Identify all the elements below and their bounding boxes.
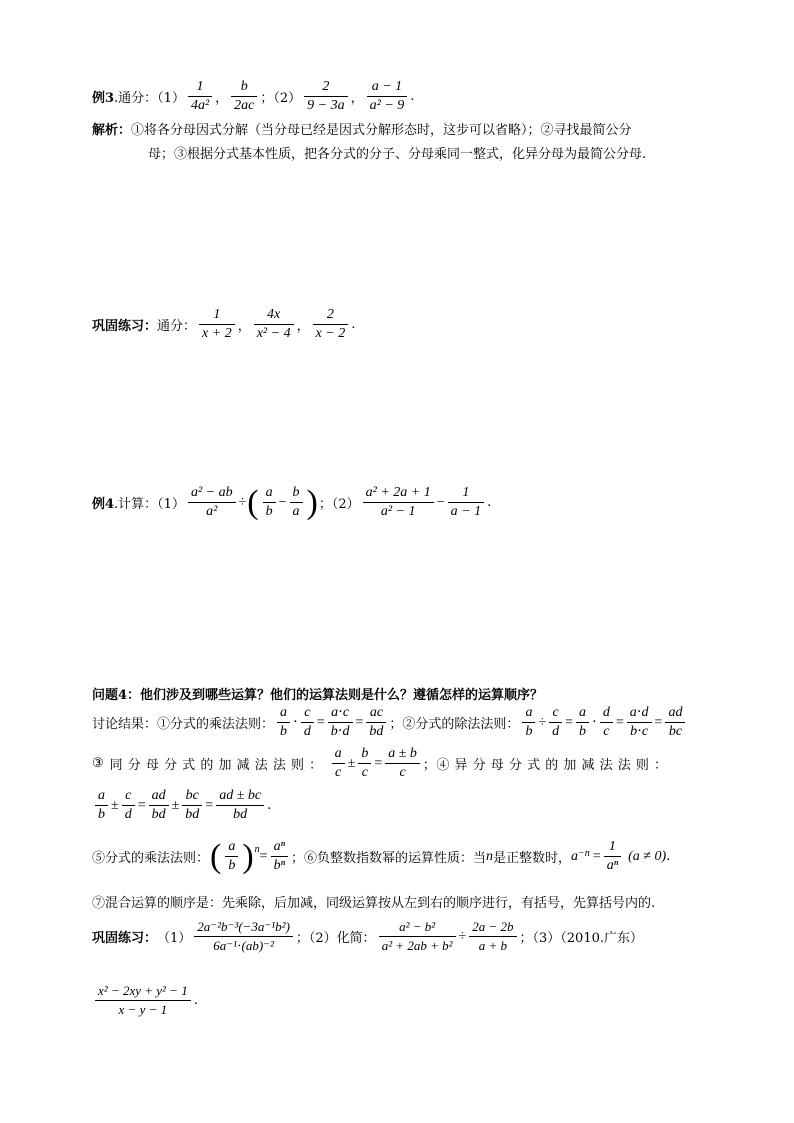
fraction: $\frac{\text{aⁿ}}{\text{bⁿ}}$	[271, 838, 288, 875]
fraction: $\frac{1}{\text{aⁿ}}$	[604, 838, 621, 875]
fraction: $\frac{2}{x - 2}$	[313, 306, 349, 343]
example-4-title: .计算：（1）	[114, 497, 185, 512]
practice-2-line-2: $\frac{\text{x² − 2xy + y² − 1}}{x - y - 1}$ .	[92, 982, 198, 1019]
fraction: $\frac{a\cdot c}{b\cdot d}$	[328, 704, 353, 741]
practice-2-line: 巩固练习： （1） $\frac{\text{2a⁻²b⁻³(−3a⁻¹b²)}}{\text{6a⁻¹⋅(ab)⁻²}}$ ；（2）化简： $\frac{\text{a² − b²}}{\text{a² + 2ab + b²}}$ ÷ $\frac{2a - 2b}{a + b}$ ；（3）（2010.广东）	[92, 919, 643, 953]
analysis-line-2: 母；③根据分式基本性质，把各分式的分子、分母乘同一整式，化异分母为最简公分母.	[148, 147, 647, 162]
rules-intro: 讨论结果：①分式的乘法法则：	[92, 717, 275, 732]
fraction: $\frac{ad}{bd}$	[149, 787, 169, 824]
example-3-line: 例3 .通分：（1） $\frac{1}{\text{4a²}}$ ， $\frac{b}{2ac}$ ；（2） $\frac{2}{9 - 3a}$ ， $\frac{a - 1}{\text{a² − 9}}$ .	[92, 79, 415, 113]
rules-line-1: 讨论结果：①分式的乘法法则： $\frac{a}{b}$ ⋅ $\frac{c}{d}$ = $\frac{a\cdot c}{b\cdot d}$ = $\frac{ac}{bd}$ ；②分式的除法法则： $\frac{a}{b}$ ÷ $\frac{c}{d}$ = $\frac{a}{b}$ ⋅ $\frac{d}{c}$ = $\frac{a\cdot d}{b\cdot c}$ = $\frac{ad}{bc}$	[92, 704, 688, 741]
fraction: $\frac{1}{x + 2}$	[199, 306, 235, 343]
practice-1-line: 巩固练习： 通分： $\frac{1}{x + 2}$ ， $\frac{4x}{\text{x² − 4}}$ ， $\frac{2}{x - 2}$ .	[92, 307, 356, 341]
fraction: $\frac{\text{x² − 2xy + y² − 1}}{x - y - 1}$	[95, 982, 191, 1019]
question-4-text: 他们涉及到哪些运算？他们的运算法则是什么？遵循怎样的运算顺序？	[140, 688, 544, 703]
fraction: $\frac{a}{b}$	[277, 704, 290, 741]
analysis-line-1: ①将各分母因式分解（当分母已经是因式分解形态时，这步可以省略）；②寻找最简公分	[131, 123, 632, 138]
analysis-label: 解析：	[92, 123, 132, 138]
rule-6-text: ；⑥负整数指数幂的运算性质：当	[291, 851, 487, 866]
fraction: $\frac{bc}{bd}$	[182, 787, 202, 824]
fraction: $\frac{\text{a² − ab}}{\text{a²}}$	[188, 484, 236, 521]
rule-3-text: 同 分 母 分 式 的 加 减 法 法 则 ：	[109, 758, 323, 773]
fraction: $\frac{2}{9 - 3a}$	[304, 78, 347, 115]
rule-7-text: ⑦混合运算的顺序是：先乘除，后加减，同级运算按从左到右的顺序进行，有括号，先算括号内的.	[92, 896, 656, 911]
fraction: $\frac{ad \pm bc}{bd}$	[216, 787, 264, 824]
example-3-label: 例3	[92, 91, 115, 106]
fraction: $\frac{1}{\text{4a²}}$	[188, 78, 212, 115]
rules-line-3: $\frac{a}{b}$ ± $\frac{c}{d}$ = $\frac{ad}{bd}$ ± $\frac{bc}{bd}$ = $\frac{ad \pm bc}{bd}$ .	[92, 787, 271, 824]
fraction: $\frac{1}{a - 1}$	[448, 484, 484, 521]
rule-4-text: ；④ 异 分 母 分 式 的 加 减 法 法 则 ：	[422, 758, 668, 773]
fraction: $\frac{a\cdot d}{b\cdot c}$	[627, 704, 652, 741]
fraction: $\frac{4x}{\text{x² − 4}}$	[254, 306, 294, 343]
fraction: $\frac{b}{2ac}$	[231, 78, 257, 115]
fraction: $\frac{d}{c}$	[600, 704, 613, 741]
right-paren: )	[306, 483, 318, 521]
fraction: $\frac{b}{a}$	[290, 484, 303, 521]
rules-line-2: ③ 同 分 母 分 式 的 加 减 法 法 则 ： $\frac{a}{c}$ ± $\frac{b}{c}$ = $\frac{a \pm b}{c}$ ；④ 异 分 母 分 式 的 加 减 法 法 则 ：	[92, 746, 668, 780]
rules-line-4: ⑤分式的乘法法则： ( $\frac{a}{b}$ ) $^n$ = $\frac{\text{aⁿ}}{\text{bⁿ}}$ ；⑥负整数指数幂的运算性质：当 n 是正整数时， a $^{-n}$ = $\frac{1}{\text{aⁿ}}$ (a ≠ 0) .	[92, 837, 671, 875]
fraction: $\frac{a}{c}$	[332, 745, 345, 782]
fraction: $\frac{a}{b}$	[576, 704, 589, 741]
fraction: $\frac{\text{a² + 2a + 1}}{\text{a² − 1}}$	[363, 484, 434, 521]
example-3-title: .通分：（1）	[114, 91, 185, 106]
fraction: $\frac{c}{d}$	[549, 704, 562, 741]
fraction: $\frac{2a - 2b}{a + b}$	[469, 918, 516, 955]
question-4-line	[92, 684, 543, 703]
fraction: $\frac{a}{b}$	[225, 838, 238, 875]
fraction: $\frac{b}{c}$	[358, 745, 371, 782]
fraction: $\frac{\text{2a⁻²b⁻³(−3a⁻¹b²)}}{\text{6a⁻¹⋅(ab)⁻²}}$	[194, 918, 293, 955]
rules-line-5	[92, 892, 655, 911]
example-4-label: 例4	[92, 497, 115, 512]
fraction: $\frac{a - 1}{\text{a² − 9}}$	[367, 78, 408, 115]
fraction: $\frac{ac}{bd}$	[366, 704, 386, 741]
left-paren: (	[247, 483, 259, 521]
example-4-line: 例4 .计算：（1） $\frac{\text{a² − ab}}{\text{a²}}$ ÷ ( $\frac{a}{b}$ − $\frac{b}{a}$ ) ；（2） $\frac{\text{a² + 2a + 1}}{\text{a² − 1}}$ − $\frac{1}{a - 1}$ .	[92, 483, 492, 521]
fraction: $\frac{ad}{bc}$	[665, 704, 685, 741]
fraction: $\frac{c}{d}$	[301, 704, 314, 741]
analysis-paragraph	[92, 119, 712, 167]
fraction: $\frac{a}{b}$	[263, 484, 276, 521]
fraction: $\frac{a}{b}$	[522, 704, 535, 741]
fraction: $\frac{a \pm b}{c}$	[385, 745, 420, 782]
fraction: $\frac{a}{b}$	[95, 787, 108, 824]
practice-1-label: 巩固练习：	[92, 319, 158, 334]
fraction: $\frac{\text{a² − b²}}{\text{a² + 2ab + b²}}$	[379, 918, 456, 955]
practice-2-label: 巩固练习：	[92, 931, 158, 946]
fraction: $\frac{c}{d}$	[122, 787, 135, 824]
rule-5-text: ⑤分式的乘法法则：	[92, 851, 210, 866]
question-4-label: 问题4：	[92, 688, 141, 703]
